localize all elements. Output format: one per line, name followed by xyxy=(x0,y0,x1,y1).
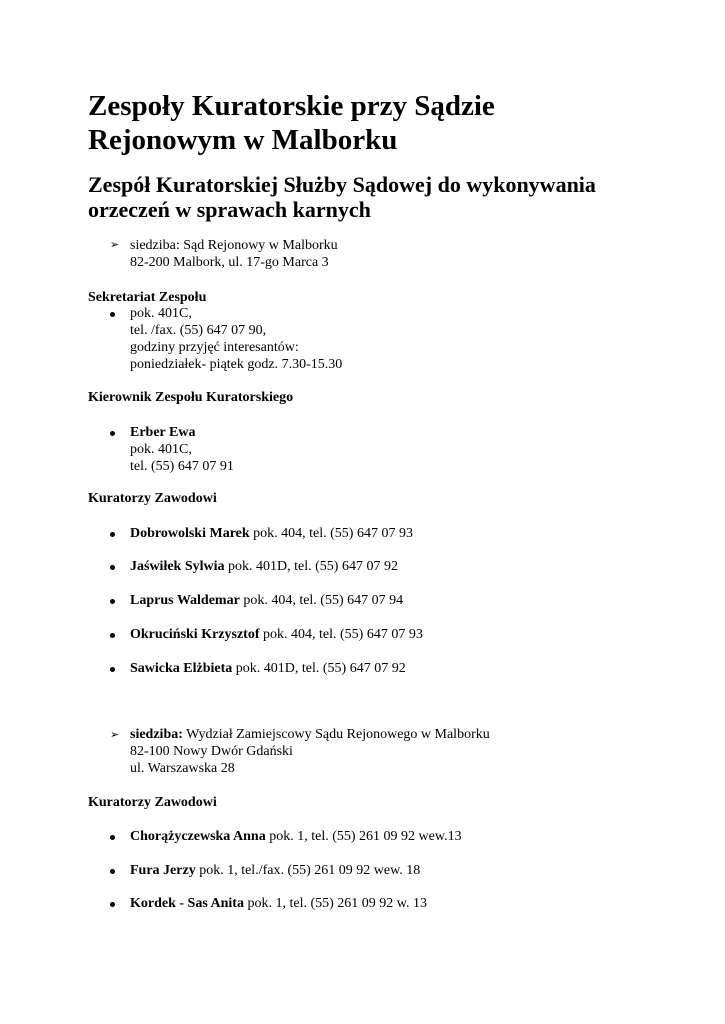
arrow-bullet-icon: ➢ xyxy=(110,729,120,741)
seat-line: Wydział Zamiejscowy Sądu Rejonowego w Malborku xyxy=(182,727,490,742)
seat-line: ul. Warszawska 28 xyxy=(130,761,235,776)
secretariat-heading: Sekretariat Zespołu xyxy=(88,290,207,305)
bullet-icon xyxy=(110,599,115,604)
bullet-icon xyxy=(110,431,115,436)
officer-details: pok. 1, tel. (55) 261 09 92 w. 13 xyxy=(243,896,427,911)
seat-line: 82-100 Nowy Dwór Gdański xyxy=(130,744,293,759)
secretariat-room: pok. 401C, xyxy=(130,306,192,321)
seat-line: 82-200 Malbork, ul. 17-go Marca 3 xyxy=(130,255,329,270)
officer-name: Okruciński Krzysztof xyxy=(130,627,260,642)
section-subtitle-line2: orzeczeń w sprawach karnych xyxy=(88,197,371,222)
officer-details: pok. 401D, tel. (55) 647 07 92 xyxy=(224,559,398,574)
officer-name: Laprus Waldemar xyxy=(130,593,240,608)
officer-name: Jaświłek Sylwia xyxy=(130,559,225,574)
officer-details: pok. 401D, tel. (55) 647 07 92 xyxy=(232,661,406,676)
officer-details: pok. 404, tel. (55) 647 07 93 xyxy=(249,526,413,541)
bullet-icon xyxy=(110,532,115,537)
bullet-icon xyxy=(110,312,115,317)
bullet-icon xyxy=(110,835,115,840)
bullet-icon xyxy=(110,902,115,907)
bullet-icon xyxy=(110,869,115,874)
section-subtitle-line1: Zespół Kuratorskiej Służby Sądowej do wykonywania xyxy=(88,172,596,197)
officer-details: pok. 404, tel. (55) 647 07 93 xyxy=(259,627,423,642)
secretariat-details xyxy=(130,305,342,373)
list-item xyxy=(130,525,413,542)
page-title-line1: Zespoły Kuratorskie przy Sądzie xyxy=(88,90,495,122)
arrow-bullet-icon: ➢ xyxy=(110,239,120,251)
list-item xyxy=(130,558,398,575)
secretariat-phone: tel. /fax. (55) 647 07 90, xyxy=(130,323,267,338)
secretariat-hours-label: godziny przyjęć interesantów: xyxy=(130,340,299,355)
seat-address-2 xyxy=(130,726,490,777)
list-item xyxy=(130,660,406,677)
head-heading: Kierownik Zespołu Kuratorskiego xyxy=(88,390,294,405)
head-name: Erber Ewa xyxy=(130,425,196,440)
list-item xyxy=(130,862,420,879)
bullet-icon xyxy=(110,565,115,570)
head-details xyxy=(130,424,234,475)
officer-name: Kordek - Sas Anita xyxy=(130,896,244,911)
officer-name: Fura Jerzy xyxy=(130,863,196,878)
officer-name: Chorążyczewska Anna xyxy=(130,829,266,844)
page-title xyxy=(88,89,495,157)
head-room: pok. 401C, xyxy=(130,442,192,457)
page-title-line2: Rejonowym w Malborku xyxy=(88,124,398,156)
officer-name: Sawicka Elżbieta xyxy=(130,661,233,676)
bullet-icon xyxy=(110,667,115,672)
head-phone: tel. (55) 647 07 91 xyxy=(130,459,234,474)
seat-address-1 xyxy=(130,237,338,271)
list-item xyxy=(130,828,462,845)
seat-label: siedziba: xyxy=(130,727,183,742)
officer-name: Dobrowolski Marek xyxy=(130,526,250,541)
section-subtitle xyxy=(88,172,596,222)
officers-heading-1: Kuratorzy Zawodowi xyxy=(88,491,217,506)
seat-line: siedziba: Sąd Rejonowy w Malborku xyxy=(130,238,338,253)
list-item xyxy=(130,592,403,609)
officer-details: pok. 1, tel./fax. (55) 261 09 92 wew. 18 xyxy=(195,863,421,878)
secretariat-hours: poniedziałek- piątek godz. 7.30-15.30 xyxy=(130,357,343,372)
bullet-icon xyxy=(110,633,115,638)
officers-heading-2: Kuratorzy Zawodowi xyxy=(88,795,217,810)
officer-details: pok. 404, tel. (55) 647 07 94 xyxy=(239,593,404,608)
list-item xyxy=(130,626,423,643)
officer-details: pok. 1, tel. (55) 261 09 92 wew.13 xyxy=(265,829,462,844)
list-item xyxy=(130,895,427,912)
